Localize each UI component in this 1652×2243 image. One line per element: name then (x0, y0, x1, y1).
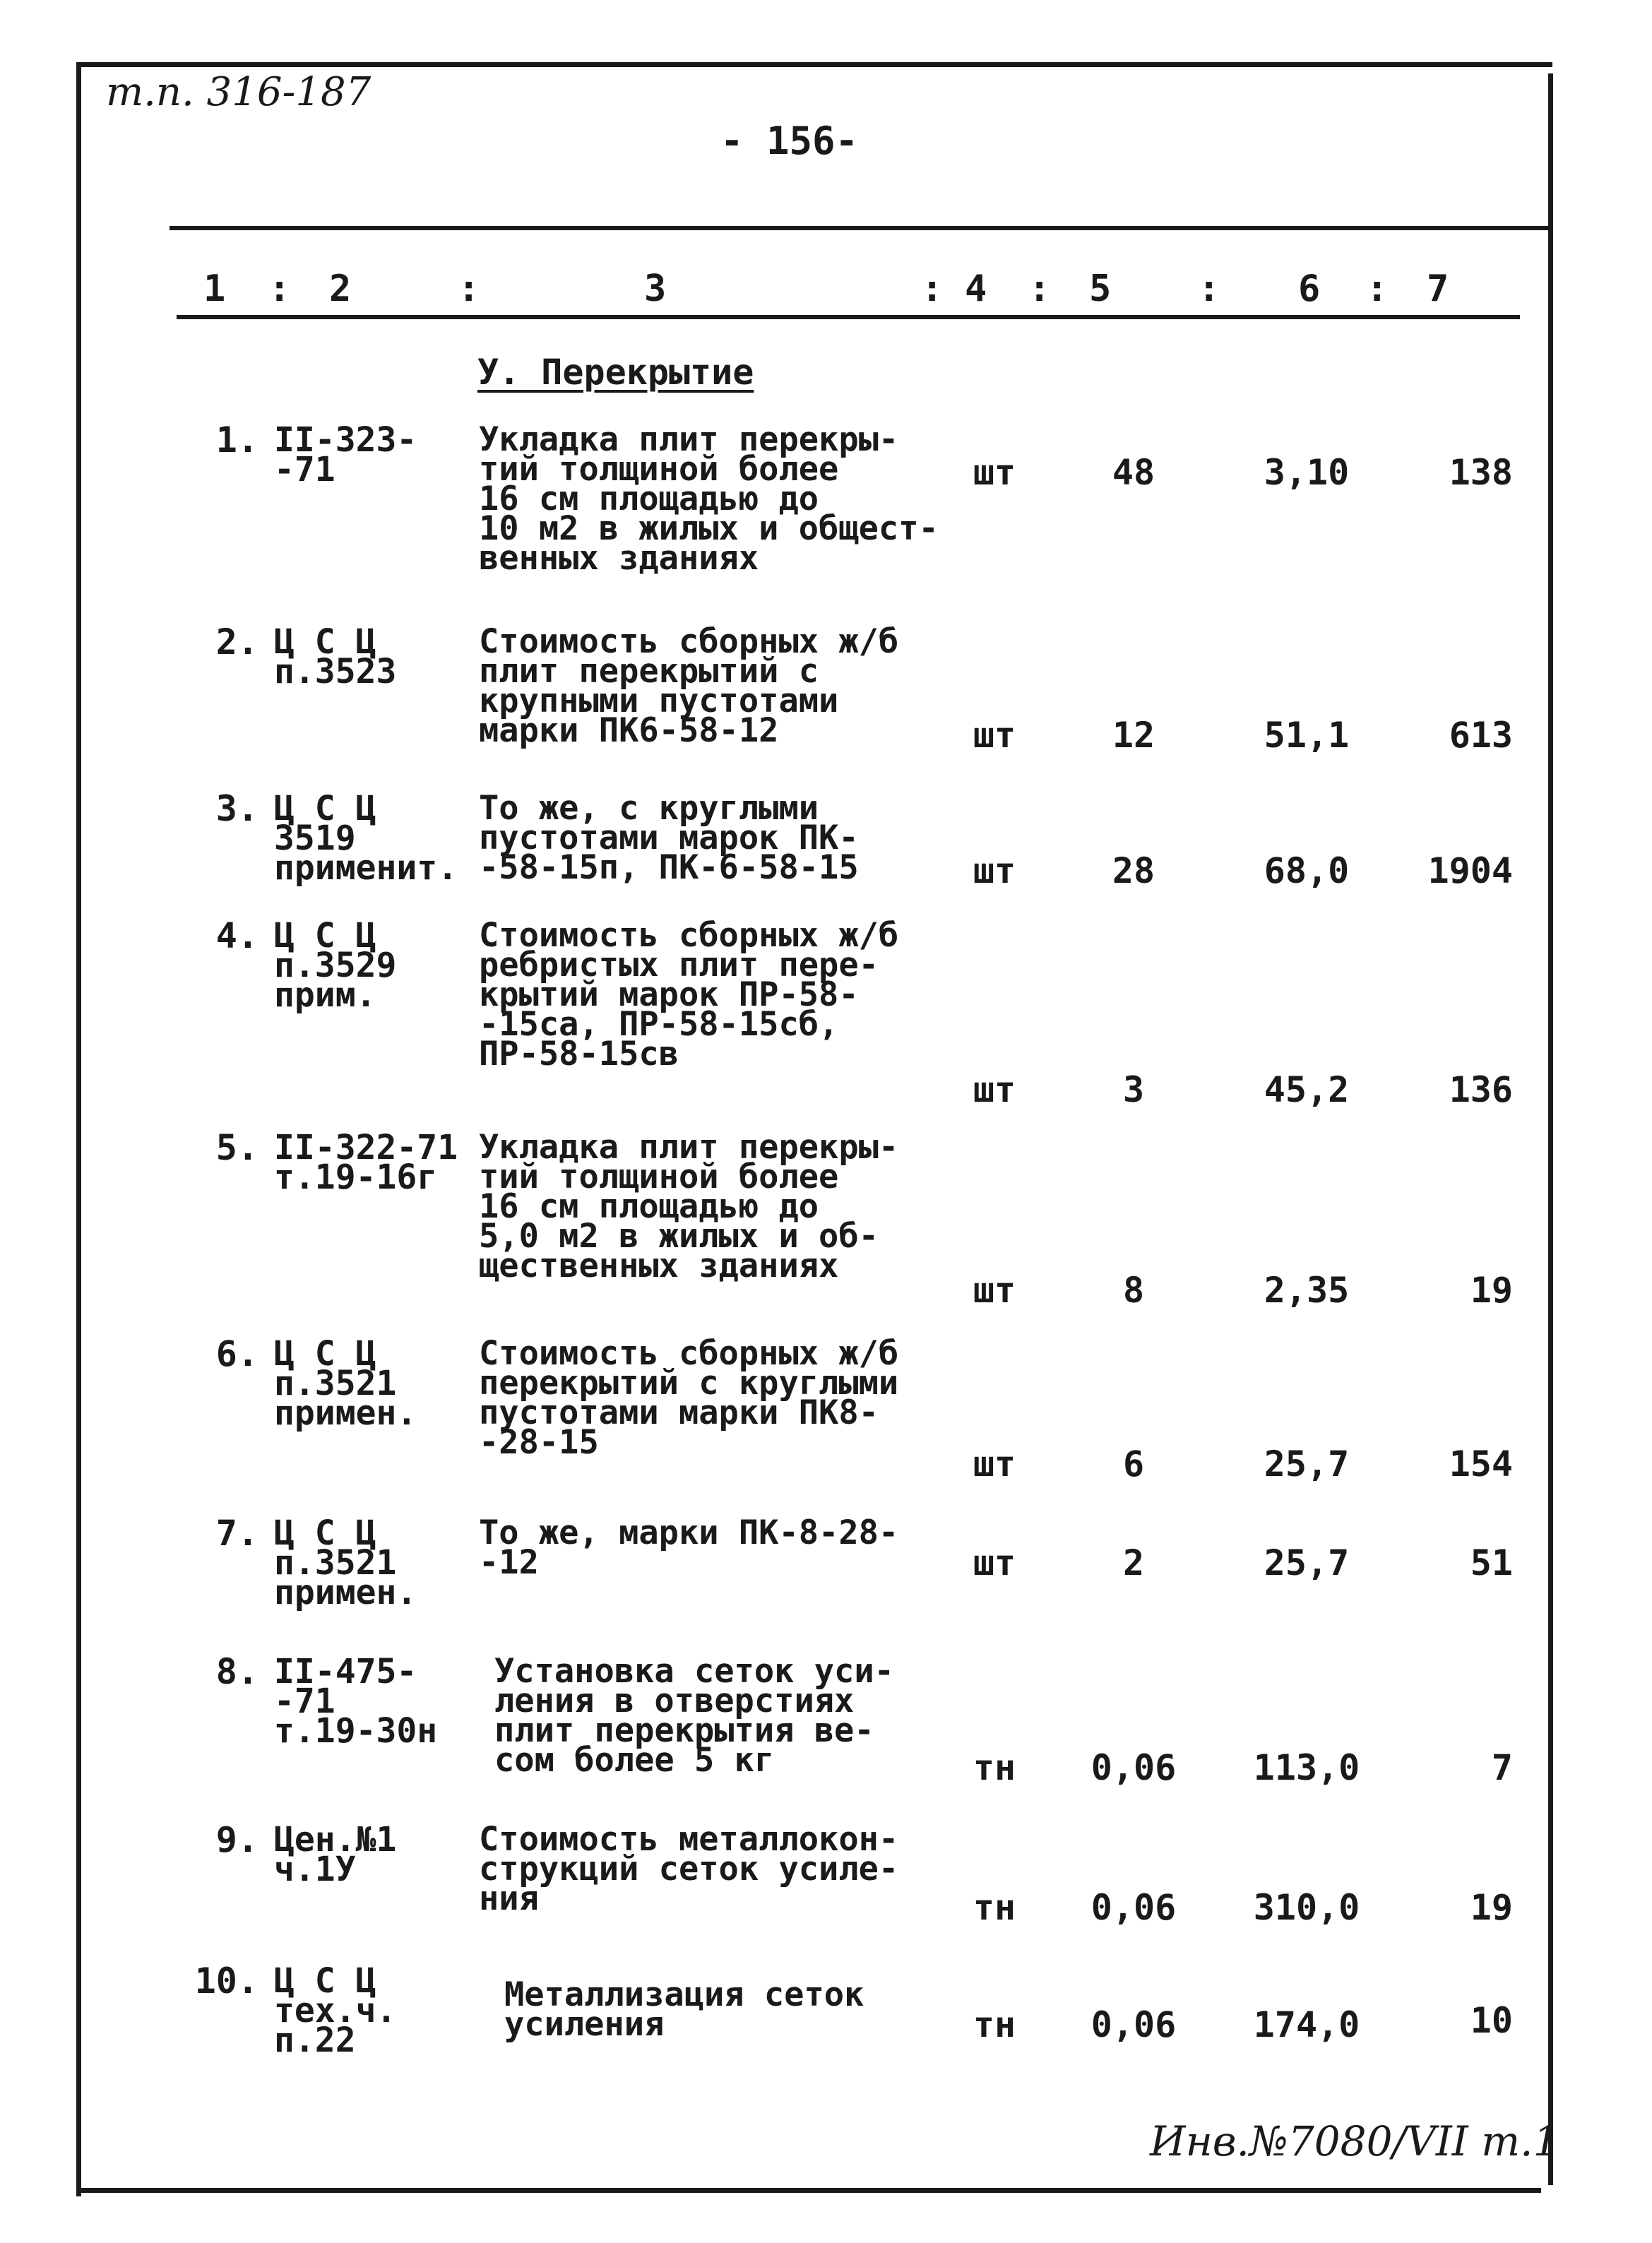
page-number: - 156- (720, 119, 859, 163)
page-frame-top (79, 62, 1552, 67)
row-quantity: 2 (1122, 1542, 1145, 1583)
row-unit: тн (973, 2004, 1016, 2045)
row-quantity: 3 (1122, 1069, 1145, 1110)
row-unit-price: 51,1 (1264, 715, 1350, 756)
page-frame-bottom (79, 2188, 1541, 2193)
row-description: Стоимость сборных ж/б плит перекрытий с крупными пустотами марки ПК6-58-12 (479, 622, 899, 750)
row-quantity: 28 (1112, 850, 1155, 891)
row-number: 10. (194, 1961, 259, 2001)
row-description: То же, с круглыми пустотами марок ПК- -58-15п, ПК-6-58-15 (479, 789, 859, 887)
row-quantity: 0,06 (1091, 1747, 1177, 1788)
row-code: II-323- -71 (274, 420, 417, 489)
top-rule (170, 226, 1550, 230)
row-unit: шт (973, 1270, 1016, 1311)
row-total: 136 (1449, 1069, 1513, 1110)
row-quantity: 8 (1122, 1270, 1145, 1311)
column-separator: : (268, 268, 291, 310)
row-code: Цен.№1 ч.1У (274, 1820, 397, 1889)
column-header-7: 7 (1427, 268, 1449, 310)
row-description: Укладка плит перекры- тий толщиной более 16 см площадью до 5,0 м2 в жилых и об- щественных зданиях (479, 1128, 899, 1285)
row-total: 19 (1470, 1270, 1513, 1311)
row-description: Металлизация сеток усиления (504, 1975, 864, 2044)
row-total: 613 (1449, 715, 1513, 756)
row-number: 3. (215, 788, 259, 829)
row-quantity: 48 (1112, 452, 1155, 493)
row-quantity: 12 (1112, 715, 1155, 756)
row-number: 1. (215, 420, 259, 460)
row-unit-price: 68,0 (1264, 850, 1350, 891)
row-unit: тн (973, 1887, 1016, 1928)
row-unit: шт (973, 715, 1016, 756)
column-separator: : (458, 268, 480, 310)
row-code: II-475- -71 т.19-30н (274, 1652, 438, 1751)
row-unit: шт (973, 1542, 1016, 1583)
row-code: Ц С Ц п.3523 (274, 622, 397, 691)
row-code: Ц С Ц п.3521 примен. (274, 1513, 417, 1612)
row-quantity: 6 (1122, 1444, 1145, 1485)
row-number: 9. (215, 1819, 259, 1860)
row-description: Стоимость сборных ж/б ребристых плит пере- крытий марок ПР-58- -15са, ПР-58-15сб, ПР-58-15св (479, 916, 899, 1073)
row-description: Установка сеток уси- ления в отверстиях плит перекрытия ве- сом более 5 кг (494, 1652, 894, 1780)
row-description: То же, марки ПК-8-28- -12 (479, 1513, 899, 1582)
column-header-2: 2 (329, 268, 352, 310)
row-total: 138 (1449, 452, 1513, 493)
row-code: Ц С Ц п.3529 прим. (274, 916, 397, 1015)
column-separator: : (1366, 268, 1389, 310)
inventory-note: Инв.№7080/VII т.1 (1150, 2117, 1559, 2165)
row-unit-price: 2,35 (1264, 1270, 1350, 1311)
row-unit: шт (973, 850, 1016, 891)
row-total: 7 (1491, 1747, 1513, 1788)
row-number: 5. (215, 1127, 259, 1168)
row-unit: шт (973, 452, 1016, 493)
row-code: Ц С Ц тех.ч. п.22 (274, 1961, 397, 2060)
row-unit: шт (973, 1444, 1016, 1485)
row-code: Ц С Ц 3519 применит. (274, 789, 458, 888)
column-header-6: 6 (1298, 268, 1321, 310)
row-total: 51 (1470, 1542, 1513, 1583)
header-rule (177, 315, 1520, 319)
column-separator: : (921, 268, 944, 310)
row-quantity: 0,06 (1091, 2004, 1177, 2045)
row-unit-price: 25,7 (1264, 1444, 1350, 1485)
row-number: 8. (215, 1651, 259, 1692)
row-unit-price: 310,0 (1253, 1887, 1360, 1928)
column-header-4: 4 (965, 268, 987, 310)
column-separator: : (1028, 268, 1051, 310)
row-number: 2. (215, 621, 259, 662)
row-total: 154 (1449, 1444, 1513, 1485)
row-code: Ц С Ц п.3521 примен. (274, 1334, 417, 1433)
section-title: У. Перекрытие (477, 352, 754, 393)
row-unit-price: 25,7 (1264, 1542, 1350, 1583)
row-unit-price: 45,2 (1264, 1069, 1350, 1110)
column-separator: : (1198, 268, 1220, 310)
document-reference-note: т.п. 316-187 (106, 69, 372, 115)
row-number: 6. (215, 1333, 259, 1374)
row-unit: шт (973, 1069, 1016, 1110)
row-unit-price: 113,0 (1253, 1747, 1360, 1788)
column-header-5: 5 (1089, 268, 1112, 310)
row-code: II-322-71 т.19-16г (274, 1128, 458, 1197)
row-description: Стоимость сборных ж/б перекрытий с круглыми пустотами марки ПК8- -28-15 (479, 1334, 899, 1462)
row-description: Стоимость металлокон- струкций сеток усиле- ния (479, 1820, 899, 1918)
page-frame-left (76, 62, 81, 2196)
column-header-1: 1 (203, 268, 226, 310)
row-total: 19 (1470, 1887, 1513, 1928)
row-total: 10 (1470, 2000, 1513, 2041)
column-header-3: 3 (644, 268, 667, 310)
row-total: 1904 (1427, 850, 1513, 891)
row-unit: тн (973, 1747, 1016, 1788)
row-quantity: 0,06 (1091, 1887, 1177, 1928)
row-unit-price: 3,10 (1264, 452, 1350, 493)
row-number: 4. (215, 915, 259, 956)
row-unit-price: 174,0 (1253, 2004, 1360, 2045)
row-description: Укладка плит перекры- тий толщиной более 16 см площадью до 10 м2 в жилых и общест- венных зданиях (479, 420, 939, 578)
row-number: 7. (215, 1513, 259, 1554)
page-frame-right (1548, 73, 1553, 2185)
